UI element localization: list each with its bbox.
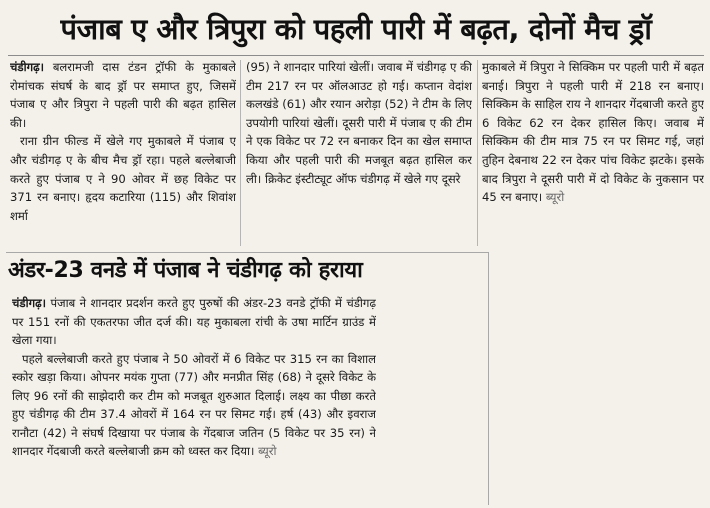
story1-paragraph-4 xyxy=(482,58,704,207)
headline-rule xyxy=(8,55,704,56)
column-divider xyxy=(240,60,241,246)
story1-column-2 xyxy=(246,58,472,244)
story2-body xyxy=(12,294,376,504)
main-headline: पंजाब ए और त्रिपुरा को पहली पारी में बढ़त, दोनों मैच ड्रॉ xyxy=(60,12,652,46)
story2-credit: ब्यूरो xyxy=(254,444,277,458)
story2-para1-text: पंजाब ने शानदार प्रदर्शन करते हुए पुरुषों की अंडर-23 वनडे ट्रॉफी में चंडीगढ़ पर 151 रनों की एकतरफा जीत दर्ज की। यह मुकाबला रांची के उषा मार्टिन ग्राउंड में खेला गया। xyxy=(12,296,376,347)
story1-paragraph-2: राना ग्रीन फील्ड में खेले गए मुकाबले में पंजाब ए और चंडीगढ़ ए के बीच मैच ड्रॉ रहा। पहले बल्लेबाजी करते हुए पंजाब ए ने 90 ओवर में छह विकेट पर 371 रन बनाए। हृदय कटारिया (115) और शिवांश शर्मा xyxy=(10,134,236,223)
story1-dateline: चंडीगढ़। xyxy=(10,60,45,74)
story2-headline: अंडर-23 वनडे में पंजाब ने चंडीगढ़ को हराया xyxy=(8,258,363,283)
story2-paragraph-2 xyxy=(12,350,376,461)
column-divider xyxy=(477,60,478,246)
story1-para4-text: मुकाबले में त्रिपुरा ने सिक्किम पर पहली पारी में बढ़त बनाई। त्रिपुरा ने पहली पारी में 218 रन बनाए। सिक्किम के साहिल राय ने शानदार गेंदबाजी करते हुए 6 विकेट 62 रन देकर हासिल किए। जवाब में सिक्किम की टीम मात्र 75 रन पर सिमट गई, जहां तुहिन देबनाथ 22 रन देकर पांच विकेट झटके। इसके बाद त्रिपुरा ने दूसरी पारी में दो विकेट के नुकसान पर 45 रन बनाए। xyxy=(482,60,704,205)
story1-credit: ब्यूरो xyxy=(542,190,565,205)
story2-para2-text: पहले बल्लेबाजी करते हुए पंजाब ने 50 ओवरों में 6 विकेट पर 315 रन का विशाल स्कोर खड़ा किया। ओपनर मयंक गुप्ता (77) और मनप्रीत सिंह (68) ने दूसरे विकेट के लिए 96 रनों की साझेदारी कर टीम को मजबूत शुरुआत दिलाई। लक्ष्य का पीछा करते हुए चंडीगढ़ की टीम 37.4 ओवरों में 164 रन पर सिमट गई। हर्ष (43) और इवराज रानौटा (42) ने संघर्ष दिखाया पर पंजाब के गेंदबाज जतिन (5 विकेट पर 35 रन) ने शानदार गेंदबाजी करते बल्लेबाजी क्रम को ध्वस्त कर दिया। xyxy=(12,351,376,458)
story1-column-3 xyxy=(482,58,704,238)
story2-dateline: चंडीगढ़। xyxy=(12,296,47,310)
story1-para1-text: बलरामजी दास टंडन ट्रॉफी के मुकाबले रोमांचक संघर्ष के बाद ड्रॉ पर समाप्त हुए, जिसमें पंजाब ए और त्रिपुरा ने पहली पारी की बढ़त हासिल की। xyxy=(10,60,236,130)
story2-paragraph-1 xyxy=(12,294,376,350)
story1-paragraph-3: (95) ने शानदार पारियां खेलीं। जवाब में चंडीगढ़ ए की टीम 217 रन पर ऑलआउट हो गई। कप्तान वेदांश कलखंडे (61) और रयान अरोड़ा (52) ने टीम के लिए उपयोगी पारियां खेलीं। दूसरी पारी में पंजाब ए की टीम ने एक विकेट पर 72 रन बनाकर दिन का खेल समाप्त किया और पहली पारी की मजबूत बढ़त हासिल कर ली। क्रिकेट इंस्टीट्यूट ऑफ चंडीगढ़ में खेले गए दूसरे xyxy=(246,60,472,186)
story1-column-1 xyxy=(10,58,236,254)
story1-paragraph-1 xyxy=(10,58,236,132)
